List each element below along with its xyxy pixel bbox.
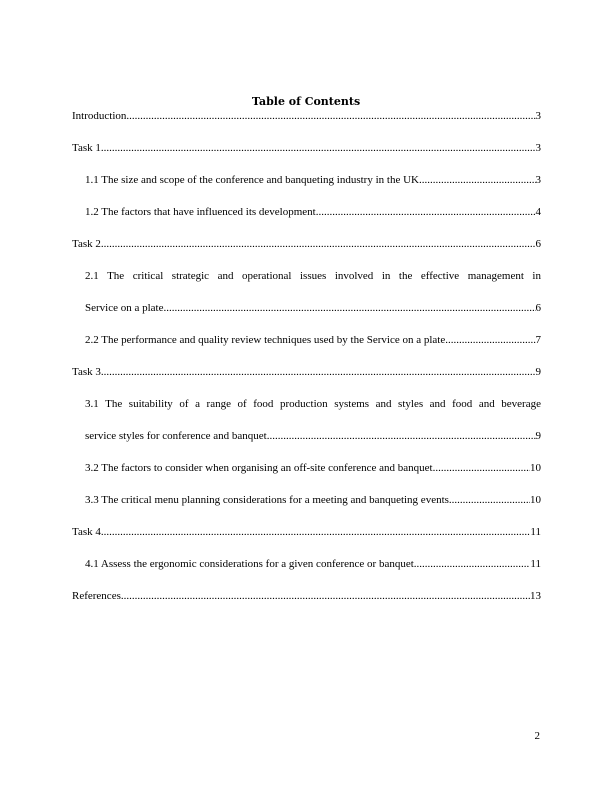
toc-entry-text: service styles for conference and banquet xyxy=(85,430,267,442)
toc-leader-dots xyxy=(316,206,536,219)
toc-entry-text: 3.2 The factors to consider when organising an off-site conference and banquet xyxy=(85,462,433,474)
toc-entry-text: 3.3 The critical menu planning considerations for a meeting and banqueting events xyxy=(85,494,449,506)
toc-page-number: 3 xyxy=(535,174,541,186)
toc-entry-text: 2.2 The performance and quality review techniques used by the Service on a plate xyxy=(85,334,446,346)
toc-entry-text: Task 2 xyxy=(72,238,101,250)
toc-entry-4-1[interactable] xyxy=(72,558,541,571)
toc-entry-introduction[interactable] xyxy=(72,110,541,123)
toc-leader-dots xyxy=(101,526,531,539)
toc-leader-dots xyxy=(101,238,536,251)
toc-page-number: 3 xyxy=(535,142,541,154)
toc-leader-dots xyxy=(101,142,536,155)
toc-page-number: 13 xyxy=(530,590,541,602)
toc-entry-3-3[interactable] xyxy=(72,494,541,507)
toc-entry-text-first-line: 3.1 The suitability of a range of food production systems and styles and food and beverage xyxy=(85,398,541,410)
toc-entry-text: Task 1 xyxy=(72,142,101,154)
toc-page-number: 3 xyxy=(535,110,541,122)
toc-page-number: 6 xyxy=(535,238,541,250)
toc-leader-dots xyxy=(101,366,536,379)
toc-leader-dots xyxy=(164,302,536,315)
toc-entry-text: Task 3 xyxy=(72,366,101,378)
toc-leader-dots xyxy=(121,590,530,603)
toc-entry-text: Introduction xyxy=(72,110,127,122)
toc-entry-1-1[interactable] xyxy=(72,174,541,187)
toc-page-number: 6 xyxy=(535,302,541,314)
toc-leader-dots xyxy=(433,462,530,475)
toc-list xyxy=(72,110,541,622)
toc-entry-task-3[interactable] xyxy=(72,366,541,379)
toc-page-number: 9 xyxy=(535,430,541,442)
toc-page-number: 7 xyxy=(535,334,541,346)
toc-page-number: 4 xyxy=(535,206,541,218)
toc-leader-dots xyxy=(419,174,536,187)
toc-entry-references[interactable] xyxy=(72,590,541,603)
toc-entry-text: Task 4 xyxy=(72,526,101,538)
toc-entry-text: 4.1 Assess the ergonomic considerations for a given conference or banquet xyxy=(85,558,414,570)
toc-page-number: 9 xyxy=(535,366,541,378)
toc-entry-1-2[interactable] xyxy=(72,206,541,219)
toc-page-number: 10 xyxy=(530,494,541,506)
toc-leader-dots xyxy=(414,558,531,571)
toc-entry-text: Service on a plate xyxy=(85,302,164,314)
toc-entry-text: References xyxy=(72,590,121,602)
toc-page-number: 11 xyxy=(530,526,541,538)
toc-title: Table of Contents xyxy=(251,95,361,108)
toc-entry-2-2[interactable] xyxy=(72,334,541,347)
toc-page-number: 10 xyxy=(530,462,541,474)
toc-entry-text: 1.2 The factors that have influenced its development xyxy=(85,206,316,218)
toc-leader-dots xyxy=(445,334,535,347)
toc-entry-task-1[interactable] xyxy=(72,142,541,155)
toc-page-number: 11 xyxy=(530,558,541,570)
toc-leader-dots xyxy=(267,430,536,443)
toc-entry-text-first-line: 2.1 The critical strategic and operational issues involved in the effective management in xyxy=(85,270,541,282)
toc-entry-text: 1.1 The size and scope of the conference and banqueting industry in the UK xyxy=(85,174,419,186)
page-number: 2 xyxy=(534,730,540,742)
toc-entry-3-1[interactable] xyxy=(72,398,541,443)
toc-leader-dots xyxy=(126,110,535,123)
toc-entry-2-1[interactable] xyxy=(72,270,541,315)
toc-entry-task-2[interactable] xyxy=(72,238,541,251)
toc-leader-dots xyxy=(449,494,530,507)
toc-entry-3-2[interactable] xyxy=(72,462,541,475)
toc-entry-task-4[interactable] xyxy=(72,526,541,539)
